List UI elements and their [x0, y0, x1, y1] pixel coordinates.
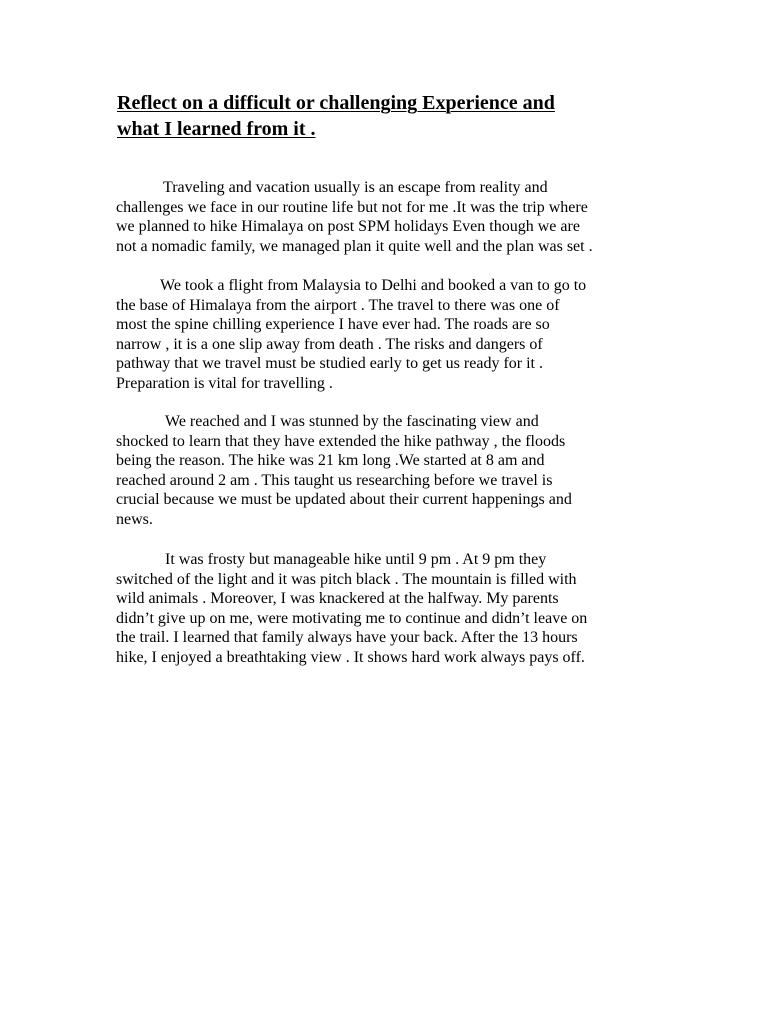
paragraph-line: shocked to learn that they have extended the hike pathway , the floods	[116, 432, 566, 450]
essay-title	[117, 90, 677, 142]
essay-paragraph	[116, 412, 676, 529]
essay-title-line: what I learned from it .	[117, 118, 316, 140]
paragraph-line: crucial because we must be updated about their current happenings and	[116, 491, 572, 508]
paragraph-line: most the spine chilling experience I have ever had. The roads are so	[116, 316, 550, 333]
paragraph-line: switched of the light and it was pitch black . The mountain is filled with	[116, 570, 577, 588]
paragraph-line: we planned to hike Himalaya on post SPM holidays Even though we are	[116, 218, 580, 235]
paragraph-line: It was frosty but manageable hike until 9 pm . At 9 pm they	[165, 551, 547, 568]
paragraph-line: We reached and I was stunned by the fascinating view and	[165, 413, 539, 430]
paragraph-line: challenges we face in our routine life but not for me .It was the trip where	[116, 198, 588, 216]
paragraph-line: We took a flight from Malaysia to Delhi and booked a van to go to	[160, 277, 587, 294]
essay-paragraph	[116, 178, 676, 256]
paragraph-line: Preparation is vital for travelling .	[116, 374, 333, 392]
paragraph-line: hike, I enjoyed a breathtaking view . It shows hard work always pays off.	[116, 648, 585, 666]
paragraph-line: the base of Himalaya from the airport . The travel to there was one of	[116, 296, 560, 314]
paragraph-line: Traveling and vacation usually is an escape from reality and	[163, 179, 548, 196]
paragraph-line: wild animals . Moreover, I was knackered at the halfway. My parents	[116, 590, 559, 607]
paragraph-line: narrow , it is a one slip away from death . The risks and dangers of	[116, 335, 543, 353]
paragraph-line: reached around 2 am . This taught us researching before we travel is	[116, 471, 553, 489]
essay-paragraph	[116, 276, 676, 393]
essay-paragraph	[116, 550, 676, 667]
paragraph-line: the trail. I learned that family always have your back. After the 13 hours	[116, 629, 578, 646]
paragraph-line: being the reason. The hike was 21 km long .We started at 8 am and	[116, 452, 545, 469]
paragraph-line: pathway that we travel must be studied early to get us ready for it .	[116, 355, 543, 372]
paragraph-line: didn’t give up on me, were motivating me to continue and didn’t leave on	[116, 609, 588, 627]
paragraph-line: not a nomadic family, we managed plan it quite well and the plan was set .	[116, 237, 593, 255]
paragraph-line: news.	[116, 510, 153, 528]
essay-title-line: Reflect on a difficult or challenging Experience and	[117, 92, 555, 114]
